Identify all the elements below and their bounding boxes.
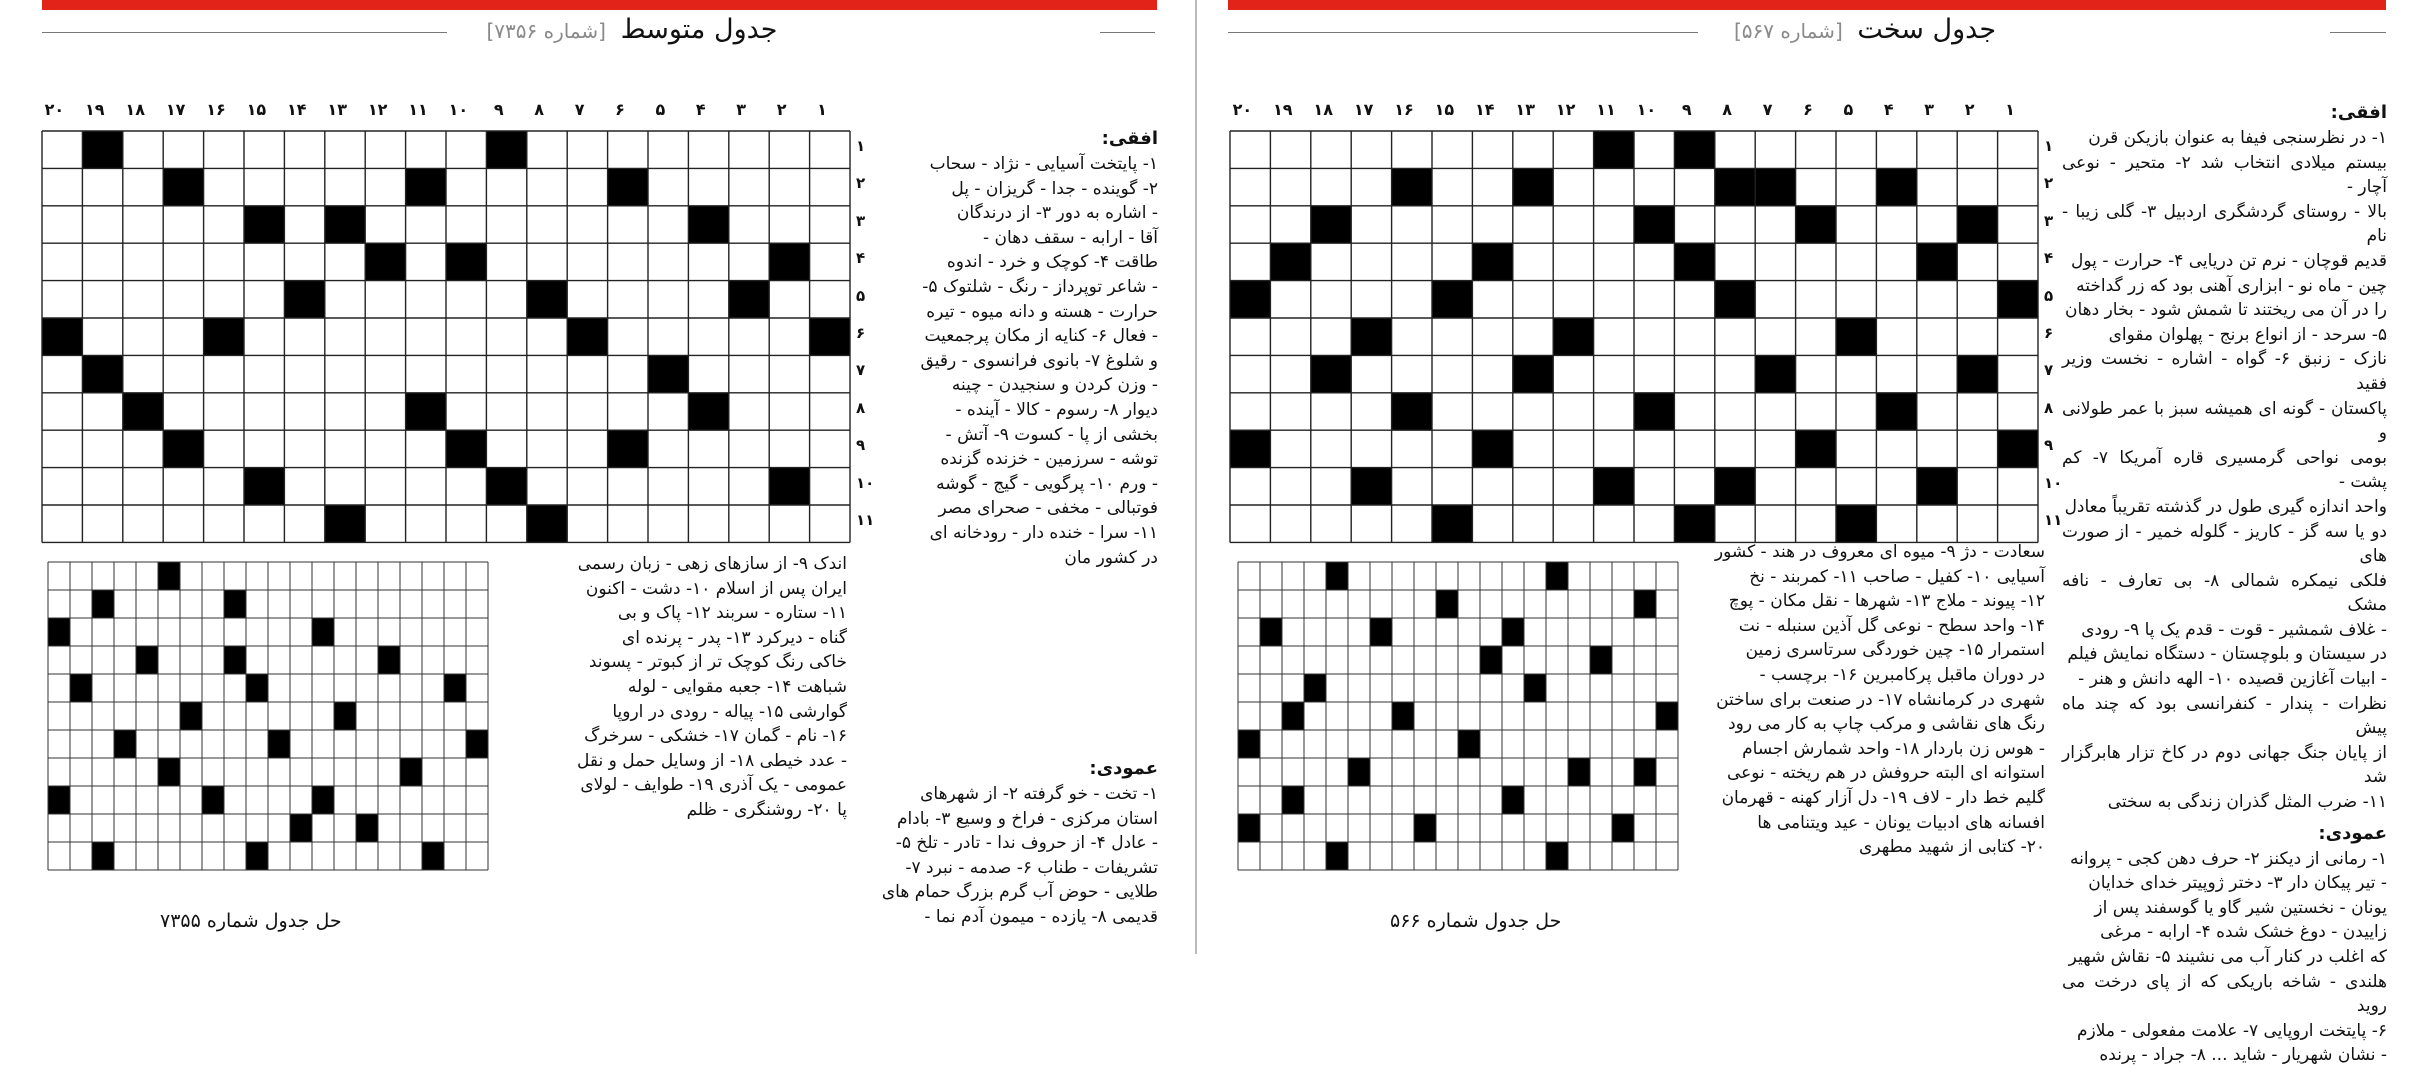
left-down-cont-column <box>512 552 847 932</box>
right-mid-line: گلیم خط دار - لاف ۱۹- دل آزار کهنه - قهرمان <box>1721 787 2045 808</box>
right-mid-line: افسانه های ادبیات یونان - عید ویتنامی ها <box>1757 812 2045 833</box>
solution-black-cell <box>1414 814 1436 842</box>
black-cell <box>486 468 526 505</box>
solution-black-cell <box>1326 562 1348 590</box>
right-across-line: - غلاف شمشیر - قوت - قدم یک پا ۹- رودی <box>2081 619 2387 640</box>
column-number: ۱۳ <box>1515 100 1535 119</box>
black-cell <box>284 281 324 318</box>
right-down-line: یونان - نخستین شیر گاو یا گوسفند پس از <box>2094 897 2387 918</box>
left-solution-grid <box>42 548 502 892</box>
page-divider <box>1195 0 1197 954</box>
black-cell <box>1755 168 1795 205</box>
black-cell <box>1230 281 1270 318</box>
row-number: ۱۰ <box>2044 473 2063 492</box>
black-cell <box>1917 468 1957 505</box>
column-number: ۱۹ <box>1273 100 1293 119</box>
right-across-line: دو یا سه گز - کاریز - گلوله خمیر - از صورت های <box>2062 521 2387 567</box>
row-number: ۱ <box>2044 137 2054 155</box>
black-cell <box>769 243 809 280</box>
left-across-line: ۲- گوینده - جدا - گریزان - پل <box>951 178 1158 199</box>
black-cell <box>1230 430 1270 467</box>
solution-black-cell <box>444 674 466 702</box>
left-down-cont-line: ۱۶- نام - گمان ۱۷- خشکی - سرخرگ <box>584 726 847 747</box>
black-cell <box>1957 206 1997 243</box>
right-across-line: بیستم میلادی انتخاب شد ۲- متحیر - نوعی آچار - <box>2062 152 2387 198</box>
row-number: ۴ <box>856 249 866 268</box>
black-cell <box>1998 430 2038 467</box>
column-number: ۱۸ <box>125 100 145 119</box>
solution-black-cell <box>1612 814 1634 842</box>
row-number: ۱۰ <box>856 473 875 492</box>
solution-black-cell <box>466 730 488 758</box>
right-down-line: ۶- پایتخت اروپایی ۷- علامت مفعولی - ملازم <box>2076 1020 2387 1041</box>
black-cell <box>82 355 122 392</box>
black-cell <box>1472 243 1512 280</box>
row-number: ۹ <box>2044 436 2054 455</box>
left-across-line: در کشور مان <box>1064 547 1158 568</box>
solution-black-cell <box>70 674 92 702</box>
black-cell <box>1513 355 1553 392</box>
black-cell <box>244 468 284 505</box>
right-across-line: بالا - روستای گردشگری اردبیل ۳- گلی زیبا - نام <box>2062 201 2387 247</box>
right-down-line: ۱- رمانی از دیکنز ۲- حرف دهن کجی - پروانه <box>2070 848 2387 869</box>
left-down-cont-line: پا ۲۰- روشنگری - ظلم <box>686 799 847 820</box>
column-number: ۱۰ <box>448 100 469 119</box>
black-cell <box>1674 505 1714 542</box>
left-down-line: تشریفات - طناب ۶- صدمه - نبرد ۷- <box>905 857 1158 878</box>
left-across-line: بخشی از پا - کسوت ۹- آتش - <box>945 424 1158 445</box>
row-number: ۳ <box>856 211 866 230</box>
column-number: ۱۲ <box>1555 100 1576 119</box>
black-cell <box>729 281 769 318</box>
column-number: ۱۴ <box>1475 100 1495 119</box>
left-across-line: - شاعر توپرداز - رنگ - شلتوک ۵- <box>922 276 1158 297</box>
right-across-line: از پایان جنگ جهانی دوم در کاخ تزار هابرگزار شد <box>2062 742 2387 788</box>
left-across-clues <box>858 152 1158 570</box>
left-down-clues <box>858 782 1158 930</box>
left-crossword-grid <box>42 131 850 543</box>
black-cell <box>123 393 163 430</box>
black-cell <box>1998 281 2038 318</box>
row-number: ۷ <box>856 361 866 380</box>
right-mid-line: ۱۲- پیوند - ملاج ۱۳- شهرها - نقل مکان - پوچ <box>1728 591 2045 612</box>
solution-black-cell <box>312 618 334 646</box>
right-mid-line: در دوران ماقبل پرکامبرین ۱۶- برچسب - <box>1759 664 2045 685</box>
column-number: ۸ <box>534 100 545 119</box>
black-cell <box>1351 318 1391 355</box>
left-down-cont-line: - عدد خیطی ۱۸- از وسایل حمل و نقل <box>577 750 847 771</box>
black-cell <box>1755 355 1795 392</box>
column-number: ۱۳ <box>327 100 347 119</box>
left-red-bar <box>42 0 1157 10</box>
left-across-line: - اشاره به دور ۳- از درندگان <box>956 203 1158 224</box>
black-cell <box>1836 318 1876 355</box>
right-mid-line: ۲۰- کتابی از شهید مطهری <box>1859 837 2045 858</box>
left-across-line: ۱۱- سرا - خنده دار - رودخانه ای <box>929 522 1158 543</box>
left-across-line: ۱- پایتخت آسیایی - نژاد - سحاب <box>929 154 1158 174</box>
black-cell <box>1674 131 1714 168</box>
left-title-rule-right <box>1100 32 1155 33</box>
column-number: ۱۹ <box>85 100 105 119</box>
right-mid-line: استمرار ۱۵- چین خوردگی سرتاسری زمین <box>1745 640 2045 661</box>
right-across-line: - ابیات آغازین قصیده ۱۰- الهه دانش و هنر - <box>2078 669 2387 690</box>
black-cell <box>365 243 405 280</box>
column-number: ۱۷ <box>165 100 186 119</box>
solution-black-cell <box>1656 702 1678 730</box>
right-clues-column <box>2062 96 2388 1066</box>
column-number: ۶ <box>615 100 625 119</box>
left-down-cont-line: ایران پس از اسلام ۱۰- دشت - اکنون <box>585 578 847 599</box>
left-down-cont-line: گوارشی ۱۵- پیاله - رودی در اروپا <box>612 701 847 722</box>
left-solution-grid-svg <box>42 548 502 888</box>
solution-black-cell <box>1458 730 1480 758</box>
right-down-line: - نشان شهریار - شاید ... ۸- جراد - پرنده <box>2099 1045 2387 1066</box>
black-cell <box>42 318 82 355</box>
solution-black-cell <box>290 814 312 842</box>
black-cell <box>1917 243 1957 280</box>
black-cell <box>1796 206 1836 243</box>
right-across-line: ۵- سرحد - از انواع برنج - پهلوان مقوای <box>2108 324 2387 345</box>
column-number: ۱۱ <box>1596 100 1616 119</box>
row-number: ۹ <box>856 436 866 455</box>
black-cell <box>1392 168 1432 205</box>
left-down-cont-line: شباهت ۱۴- جعبه مقوایی - لوله <box>627 676 847 697</box>
right-across-line: نظرات - پندار - کنفرانسی بود که چند ماه پیش <box>2062 693 2387 739</box>
right-across-line: پاکستان - گونه ای همیشه سبز با عمر طولانی و <box>2062 398 2387 444</box>
solution-black-cell <box>246 842 268 870</box>
left-across-line: حرارت - هسته و دانه میوه - تیره <box>926 301 1158 322</box>
column-number: ۵ <box>655 100 666 119</box>
right-down-line: که اغلب در کنار آب می نشیند ۵- نقاش شهیر <box>2068 947 2387 967</box>
solution-black-cell <box>1524 674 1546 702</box>
black-cell <box>1876 168 1916 205</box>
column-number: ۱ <box>2005 100 2015 119</box>
left-down-line: - عادل ۴- از حروف ندا - تادر - تلخ ۵- <box>895 833 1158 854</box>
solution-black-cell <box>1568 758 1590 786</box>
right-across-line: بومی نواحی گرمسیری قاره آمریکا ۷- کم پشت - <box>2062 447 2388 493</box>
column-number: ۱۵ <box>1434 100 1455 119</box>
right-red-bar <box>1228 0 2386 10</box>
right-solution-grid-svg <box>1232 548 1692 888</box>
right-down-heading: عمودی: <box>2318 822 2387 844</box>
column-number: ۱۵ <box>246 100 267 119</box>
right-mid-line: رنگ های نقاشی و مرکب چاپ به کار می رود <box>1728 714 2045 735</box>
black-cell <box>527 505 567 542</box>
black-cell <box>1836 505 1876 542</box>
black-cell <box>1876 393 1916 430</box>
black-cell <box>406 168 446 205</box>
left-down-cont-line: اندک ۹- از سازهای زهی - زبان رسمی <box>577 554 847 574</box>
right-down-line: هلندی - شاخه باریکی که از پای درخت می روید <box>2062 971 2387 1017</box>
solution-black-cell <box>180 702 202 730</box>
column-number: ۱۶ <box>1394 100 1414 119</box>
solution-black-cell <box>1304 674 1326 702</box>
left-across-line: - وزن کردن و سنجیدن - چینه <box>951 375 1158 396</box>
right-across-line: نازک - زنبق ۶- گواه - اشاره - نخست وزیر فقید <box>2062 349 2387 394</box>
left-across-line: آقا - ارابه - سقف دهان - <box>983 227 1158 248</box>
column-number: ۴ <box>695 100 706 119</box>
row-number: ۲ <box>856 174 866 193</box>
black-cell <box>446 243 486 280</box>
row-number: ۸ <box>2044 398 2054 417</box>
black-cell <box>1594 468 1634 505</box>
solution-black-cell <box>1348 758 1370 786</box>
solution-black-cell <box>48 786 70 814</box>
solution-black-cell <box>312 786 334 814</box>
solution-black-cell <box>1590 646 1612 674</box>
right-solution-caption: حل جدول شماره ۵۶۶ <box>1390 910 1562 932</box>
solution-black-cell <box>224 590 246 618</box>
black-cell <box>567 318 607 355</box>
solution-black-cell <box>1436 590 1458 618</box>
column-number: ۹ <box>1681 100 1692 119</box>
right-crossword-grid <box>1230 131 2038 543</box>
black-cell <box>406 393 446 430</box>
column-number: ۱۷ <box>1353 100 1374 119</box>
column-number: ۱۴ <box>287 100 307 119</box>
black-cell <box>1594 131 1634 168</box>
right-mid-line: سعادت - دژ ۹- میوه ای معروف در هند - کشور <box>1714 542 2045 562</box>
right-across-line: چین - ماه نو - ابزاری آهنی بود که زر گداخته <box>2076 275 2387 296</box>
solution-black-cell <box>1392 702 1414 730</box>
black-cell <box>1392 393 1432 430</box>
right-across-line: واحد اندازه گیری طول در گذشته تقریباً معادل <box>2064 496 2387 517</box>
solution-black-cell <box>246 674 268 702</box>
black-cell <box>244 206 284 243</box>
right-title-number: [شماره ۵۶۷] <box>1733 19 1843 43</box>
right-page-title <box>1705 10 2025 50</box>
solution-black-cell <box>1326 842 1348 870</box>
black-cell <box>1674 243 1714 280</box>
left-down-heading: عمودی: <box>1089 758 1158 779</box>
right-down-continued-clues <box>1700 540 2045 860</box>
right-mid-line: - هوس زن باردار ۱۸- واحد شمارش اجسام <box>1742 738 2045 759</box>
row-number: ۵ <box>2044 286 2054 305</box>
right-mid-line: ۱۴- واحد سطح - نوعی گل آذین سنبله - نت <box>1738 615 2045 636</box>
black-cell <box>204 318 244 355</box>
solution-black-cell <box>1546 842 1568 870</box>
black-cell <box>608 430 648 467</box>
solution-black-cell <box>1282 702 1304 730</box>
solution-black-cell <box>1282 786 1304 814</box>
solution-black-cell <box>158 758 180 786</box>
black-cell <box>688 206 728 243</box>
black-cell <box>1432 281 1472 318</box>
left-across-line: و شلوغ ۷- بانوی فرانسوی - رقیق <box>920 350 1158 371</box>
right-mid-line: استوانه ای البته حروفش در هم ریخته - نوعی <box>1726 763 2045 784</box>
column-number: ۱۲ <box>367 100 388 119</box>
right-across-clues <box>2062 126 2387 815</box>
row-number: ۸ <box>856 398 866 417</box>
black-cell <box>608 168 648 205</box>
black-cell <box>1351 468 1391 505</box>
right-title-rule-left <box>1228 32 1698 33</box>
column-number: ۵ <box>1843 100 1854 119</box>
row-number: ۶ <box>2044 324 2054 342</box>
column-number: ۱۸ <box>1313 100 1333 119</box>
column-number: ۱۶ <box>206 100 226 119</box>
row-number: ۱۱ <box>2044 511 2063 529</box>
solution-black-cell <box>48 618 70 646</box>
black-cell <box>810 318 850 355</box>
black-cell <box>1957 355 1997 392</box>
black-cell <box>1311 206 1351 243</box>
left-page-title <box>452 10 812 50</box>
column-number: ۲۰ <box>1232 100 1253 119</box>
left-down-cont-line: ۱۱- ستاره - سربند ۱۲- پاک و بی <box>617 603 847 624</box>
right-across-line: فلکی نیمکره شمالی ۸- بی تعارف - نافه مشک <box>2062 570 2387 616</box>
left-column-numbers <box>42 100 850 124</box>
solution-black-cell <box>1370 618 1392 646</box>
left-across-line: فوتبالی - مخفی - صحرای مصر <box>938 498 1158 519</box>
column-number: ۱ <box>817 100 827 119</box>
black-cell <box>1796 430 1836 467</box>
solution-black-cell <box>114 730 136 758</box>
left-down-line: طلایی - حوض آب گرم بزرگ حمام های <box>881 882 1158 903</box>
right-down-line: زاییدن - دوغ خشک شده ۴- ارابه - مرغی <box>2100 922 2387 943</box>
left-clues-column <box>858 122 1158 600</box>
black-cell <box>1311 355 1351 392</box>
black-cell <box>688 393 728 430</box>
black-cell <box>1432 505 1472 542</box>
solution-black-cell <box>92 842 114 870</box>
right-mid-column <box>1700 540 2045 952</box>
row-number: ۲ <box>2044 174 2054 193</box>
right-across-line: قدیم قوچان - نرم تن دریایی ۴- حرارت - پول <box>2071 250 2387 271</box>
right-title-text: جدول سخت <box>1857 14 1997 45</box>
black-cell <box>1634 393 1674 430</box>
right-across-line: ۱۱- ضرب المثل گذران زندگی به سختی <box>2107 792 2387 813</box>
right-down-line: - تیر پیکان دار ۳- دختر ژوپیتر خدای خدایان <box>2088 873 2387 894</box>
right-mid-line: آسیایی ۱۰- کفیل - صاحب ۱۱- کمربند - نخ <box>1749 566 2045 587</box>
solution-black-cell <box>422 842 444 870</box>
column-number: ۲ <box>1964 100 1975 119</box>
left-across-heading: افقی: <box>1101 128 1158 149</box>
solution-black-cell <box>400 758 422 786</box>
left-across-line: توشه - سرزمین - خزنده گزنده <box>940 449 1158 470</box>
black-cell <box>1715 168 1755 205</box>
left-down-cont-line: خاکی رنگ کوچک تر از کبوتر - پسوند <box>588 652 847 673</box>
black-cell <box>325 505 365 542</box>
column-number: ۷ <box>574 100 585 119</box>
solution-black-cell <box>202 786 224 814</box>
black-cell <box>1715 468 1755 505</box>
left-title-number: [شماره ۷۳۵۶] <box>486 19 606 43</box>
left-down-cont-line: گناه - دیرکرد ۱۳- پدر - پرنده ای <box>621 627 847 648</box>
black-cell <box>769 468 809 505</box>
black-cell <box>325 206 365 243</box>
left-down-line: ۱- تخت - خو گرفته ۲- از شهرهای <box>920 784 1158 804</box>
right-across-line: را در آن می ریختند تا شمش شود - بخار دهان <box>2064 300 2387 321</box>
black-cell <box>1634 206 1674 243</box>
solution-black-cell <box>1480 646 1502 674</box>
right-title-rule-right <box>2330 32 2386 33</box>
black-cell <box>163 168 203 205</box>
solution-black-cell <box>1238 730 1260 758</box>
left-down-line: قدیمی ۸- یازده - میمون آدم نما - <box>924 906 1158 927</box>
black-cell <box>1715 281 1755 318</box>
solution-black-cell <box>224 646 246 674</box>
column-number: ۳ <box>736 100 747 119</box>
left-title-text: جدول متوسط <box>620 14 778 45</box>
column-number: ۹ <box>493 100 504 119</box>
solution-black-cell <box>1260 618 1282 646</box>
column-number: ۱۱ <box>408 100 428 119</box>
column-number: ۲۰ <box>44 100 65 119</box>
black-cell <box>527 281 567 318</box>
black-cell <box>163 430 203 467</box>
row-number: ۱ <box>856 137 866 155</box>
left-title-rule-left <box>42 32 447 33</box>
row-number: ۷ <box>2044 361 2054 380</box>
solution-black-cell <box>1502 618 1524 646</box>
left-across-line: - ورم ۱۰- پرگویی - گیج - گوشه <box>936 473 1158 494</box>
column-number: ۸ <box>1722 100 1733 119</box>
left-across-line: - فعال ۶- کنایه از مکان پرجمعیت <box>924 326 1158 347</box>
row-number: ۳ <box>2044 211 2054 230</box>
left-down-cont-line: عمومی - یک آذری ۱۹- طوایف - لولای <box>580 775 847 796</box>
solution-black-cell <box>334 702 356 730</box>
row-number: ۵ <box>856 286 866 305</box>
solution-black-cell <box>268 730 290 758</box>
right-across-line: ۱- در نظرسنجی فیفا به عنوان بازیکن قرن <box>2088 128 2387 148</box>
row-number: ۱۱ <box>856 511 875 529</box>
solution-black-cell <box>1634 590 1656 618</box>
left-down-continued-clues <box>512 552 847 823</box>
right-across-line: در سیستان و بلوچستان - دستگاه نمایش فیلم <box>2067 644 2387 665</box>
solution-black-cell <box>1238 814 1260 842</box>
black-cell <box>82 131 122 168</box>
right-mid-line: شهری در کرمانشاه ۱۷- در صنعت برای ساختن <box>1716 689 2045 710</box>
left-down-line: استان مرکزی - فراخ و وسیع ۳- بادام <box>896 808 1158 829</box>
left-down-column <box>858 752 1158 952</box>
black-cell <box>1472 430 1512 467</box>
solution-black-cell <box>378 646 400 674</box>
solution-black-cell <box>1634 758 1656 786</box>
column-number: ۶ <box>1803 100 1813 119</box>
black-cell <box>1553 318 1593 355</box>
black-cell <box>648 355 688 392</box>
black-cell <box>446 430 486 467</box>
black-cell <box>1270 243 1310 280</box>
left-solution-caption: حل جدول شماره ۷۳۵۵ <box>160 910 342 932</box>
column-number: ۳ <box>1924 100 1935 119</box>
solution-black-cell <box>158 562 180 590</box>
column-number: ۱۰ <box>1636 100 1657 119</box>
right-column-numbers <box>1230 100 2038 124</box>
right-solution-grid <box>1232 548 1692 892</box>
right-down-clues <box>2062 847 2387 1068</box>
row-number: ۴ <box>2044 249 2054 268</box>
black-cell <box>486 131 526 168</box>
solution-black-cell <box>1502 786 1524 814</box>
solution-black-cell <box>1546 562 1568 590</box>
row-number: ۶ <box>856 324 866 342</box>
black-cell <box>1513 168 1553 205</box>
solution-black-cell <box>356 814 378 842</box>
right-across-heading: افقی: <box>2330 102 2387 123</box>
left-across-line: طاقت ۴- کوچک و خرد - اندوه <box>946 252 1158 273</box>
column-number: ۲ <box>776 100 787 119</box>
column-number: ۷ <box>1762 100 1773 119</box>
solution-black-cell <box>136 646 158 674</box>
solution-black-cell <box>92 590 114 618</box>
column-number: ۴ <box>1883 100 1894 119</box>
left-across-line: دیوار ۸- رسوم - کالا - آینده - <box>955 399 1158 420</box>
